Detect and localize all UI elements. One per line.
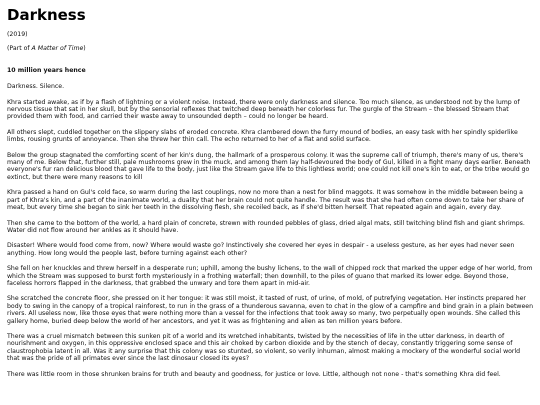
series-link[interactable]: A Matter of Time	[31, 45, 84, 53]
paragraph: She scratched the concrete floor, she pressed on it her tongue: it was still moist, it tasted of rust, of urine, of mold, of putrefying vegetation. Her instincts prepared her body to swing in the canopy of a tropical rainforest, to run in the grass of a thunderous savanna, even to chat in the glow of a campfire and bind grain in a plain between rivers. All useless now, like those eyes that were nothing more than a vessel for the infections that took away so many, two perpetually open wounds. She called this gallery home, buried deep below the world of her ancestors, and yet it was as frightening and alien as ten million years before.	[7, 295, 533, 325]
series-note	[7, 45, 533, 52]
paragraph: Khra started awake, as if by a flash of lightning or a violent noise. Instead, there were only darkness and silence. Too much silence, as understood not by the lump of nervous tissue that sat in her skull, but by the sensorial reflexes that twitched deep beneath her colorless fur. The gurgle of the Stream – the blessed Stream that provided them with food, and carried their waste away to unsounded depth – could no longer be heard.	[7, 98, 520, 121]
paragraph: Disaster! Where would food come from, now? Where would waste go? Instinctively she covered her eyes in despair - a useless gesture, as her eyes had never seen anything. How long would the people last, before turning against each other?	[7, 242, 515, 257]
series-note-prefix: (Part of	[7, 45, 32, 53]
series-note-suffix: )	[83, 45, 86, 53]
paragraph: All others slept, cuddled together on the slippery slabs of eroded concrete. Khra clambered down the furry mound of bodies, an easy task with her spindly spiderlike limbs, rousing grunts of annoyance. Then she threw her thin call. The echo returned to her of a flat and solid surface.	[7, 128, 518, 144]
paragraph: Below the group stagnated the comforting scent of her kin's dung, the hallmark of a prosperous colony. It was the supreme call of triumph, there's many of us, there's many of me. Below that, further still, pale mushrooms grew in the muck, and among them lay half-devoured the body of Gul, killed in a fight many days earlier. Beneath everyone's fur ran delicious blood that gave life to the body, just like the Stream gave life to this lightless world; one could not kill one's kin to eat, or the tribe would go extinct, but there were many reasons to kill	[7, 151, 531, 181]
page-title: Darkness	[7, 6, 86, 24]
section-heading: 10 million years hence	[7, 66, 86, 74]
paragraph: There was little room in those shrunken brains for truth and beauty and goodness, for justice or love. Little, although not none - that's something Khra did feel.	[7, 370, 501, 378]
year: (2019)	[7, 31, 28, 38]
paragraph: Darkness. Silence.	[7, 83, 65, 91]
paragraph: Then she came to the bottom of the world, a hard plain of concrete, strewn with rounded pebbles of glass, dried algal mats, still twitching blind fish and giant shrimps. Water did not flow around her ankles as it should have.	[7, 219, 525, 234]
paragraph: There was a cruel mismatch between this sunken pit of a world and its wretched inhabitants, twisted by the necessities of life in the utter darkness, in dearth of nourishment and oxygen, in this oppressive enclosed space and this air choked by carbon dioxide and by the stench of decay, constantly triggering some sense of claustrophobia latent in all. Was it any surprise that this colony was so stunted, so violent, so verily inhuman, almost making a mockery of the wonderful social world that was the pride of all primates ever since the last dinosaur closed its eyes?	[7, 332, 521, 363]
paragraph: She fell on her knuckles and threw herself in a desperate run; uphill, among the bushy lichens, to the wall of chipped rock that marked the upper edge of her world, from which the Stream was supposed to burst forth mysteriously in a frothing waterfall; then downhill, to the piles of guano that marked its lower edge. Beyond those, faceless horrors flapped in the darkness, that grabbed the unwary and tore them apart in mid-air.	[7, 265, 533, 287]
paragraph: Khra passed a hand on Gul's cold face, so warm during the last couplings, now no more than a nest for blind maggots. It was somehow in the middle between being a part of Khra's kin, and a part of the inanimate world, a duality that her brain could not quite handle. The result was that she had often come down to take her share of meat, but every time she began to sink her teeth in the dissolving flesh, she recoiled back, as if she'd bitten herself. That repeated again and again, every day.	[7, 189, 524, 212]
